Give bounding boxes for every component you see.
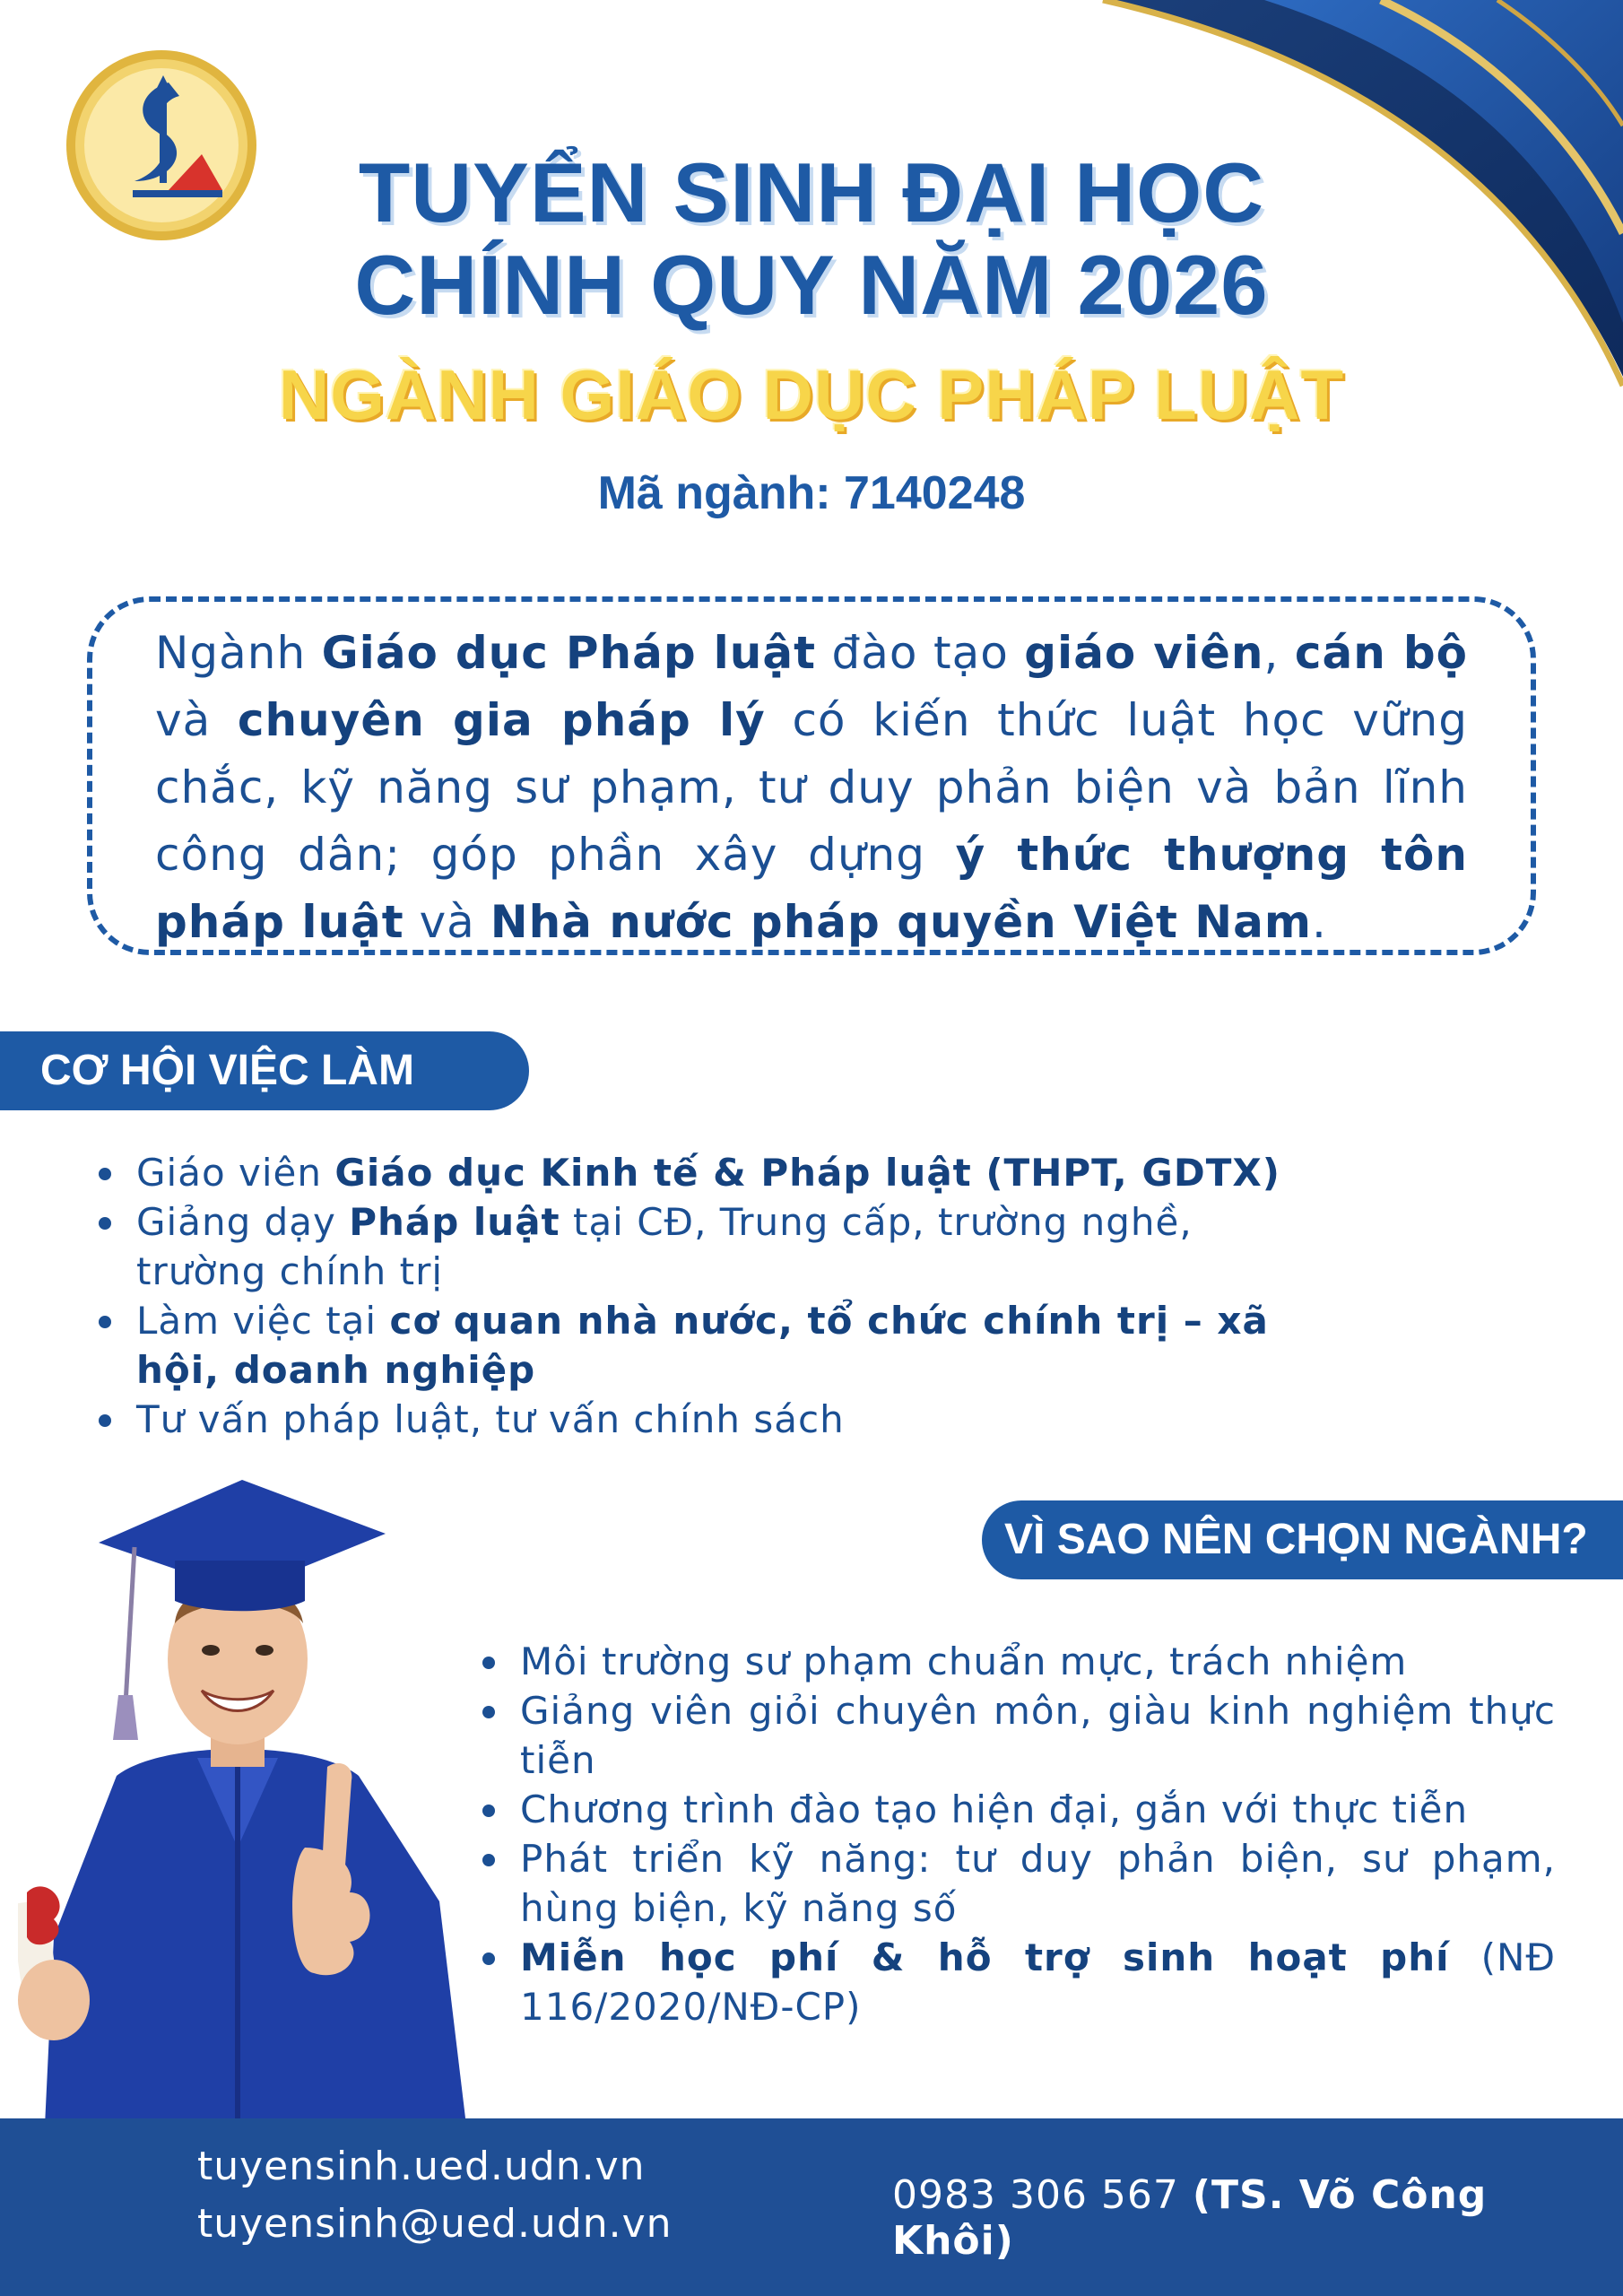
bold-text: Nhà nước pháp quyền Việt Nam bbox=[490, 896, 1312, 948]
phone-number: 0983 306 567 bbox=[892, 2172, 1179, 2218]
major-code: Mã ngành: 7140248 bbox=[597, 467, 1026, 519]
bold-text: chuyên gia pháp lý bbox=[237, 694, 766, 746]
bold-text: Giáo dục Pháp luật bbox=[321, 627, 817, 679]
text: đào tạo bbox=[816, 627, 1025, 679]
list-item bbox=[475, 1785, 1556, 1834]
intro-paragraph bbox=[155, 620, 1468, 956]
text: (NĐ 116/2020/NĐ-CP) bbox=[520, 1935, 1557, 2029]
text: Giáo viên bbox=[136, 1151, 335, 1195]
text: Môi trường sư phạm chuẩn mực, trách nhiệm bbox=[520, 1639, 1408, 1683]
contact-name: (TS. Võ Công Khôi) bbox=[892, 2172, 1488, 2264]
bold-text: cơ quan nhà nước, tổ chức chính trị – xã hội, doanh nghiệp bbox=[136, 1299, 1269, 1392]
jobs-heading: CƠ HỘI VIỆC LÀM bbox=[0, 1031, 529, 1110]
list-item bbox=[475, 1686, 1556, 1785]
title-line-1: TUYỂN SINH ĐẠI HỌC bbox=[358, 145, 1265, 239]
text: Giảng viên giỏi chuyên môn, giàu kinh nghiệm thực tiễn bbox=[520, 1689, 1556, 1782]
title-line-2: CHÍNH QUY NĂM 2026 bbox=[354, 238, 1269, 332]
list-item bbox=[475, 1834, 1556, 1933]
reasons-list bbox=[475, 1637, 1556, 2031]
contact-phone[interactable] bbox=[892, 2172, 1623, 2264]
text: Ngành bbox=[155, 627, 322, 679]
list-item bbox=[91, 1395, 1329, 1444]
footer-bar bbox=[0, 2118, 1623, 2296]
intro-box bbox=[87, 596, 1536, 955]
reasons-heading: VÌ SAO NÊN CHỌN NGÀNH? bbox=[982, 1500, 1623, 1579]
list-item bbox=[91, 1296, 1329, 1395]
email-link[interactable]: tuyensinh@ued.udn.vn bbox=[197, 2201, 673, 2247]
text: , bbox=[1263, 627, 1295, 679]
major-name: NGÀNH GIÁO DỤC PHÁP LUẬT bbox=[278, 355, 1345, 434]
text: Tư vấn pháp luật, tư vấn chính sách bbox=[136, 1397, 845, 1441]
text: và bbox=[155, 694, 238, 746]
bold-text: cán bộ bbox=[1294, 627, 1468, 679]
list-item bbox=[475, 1637, 1556, 1686]
bold-text: Miễn học phí & hỗ trợ sinh hoạt phí bbox=[520, 1935, 1450, 1979]
list-item bbox=[91, 1148, 1329, 1197]
text: . bbox=[1312, 896, 1327, 948]
text: Giảng dạy bbox=[136, 1200, 350, 1244]
text: tại CĐ, Trung cấp, trường nghề, trường chính trị bbox=[136, 1200, 1193, 1293]
text: Làm việc tại bbox=[136, 1299, 390, 1343]
text: có kiến thức luật học vững chắc, kỹ năng sư phạm, tư duy phản biện và bản lĩnh công dân; góp phần xây dựng bbox=[155, 694, 1468, 881]
website-link[interactable]: tuyensinh.ued.udn.vn bbox=[197, 2144, 646, 2189]
list-item bbox=[91, 1197, 1329, 1296]
text: Phát triển kỹ năng: tư duy phản biện, sư phạm, hùng biện, kỹ năng số bbox=[520, 1837, 1556, 1930]
text: Chương trình đào tạo hiện đại, gắn với thực tiễn bbox=[520, 1787, 1469, 1831]
list-item bbox=[475, 1933, 1556, 2031]
jobs-list bbox=[91, 1148, 1329, 1444]
bold-text: giáo viên bbox=[1024, 627, 1264, 679]
graduate-student-illustration bbox=[18, 1471, 484, 2126]
text: và bbox=[404, 896, 490, 948]
bold-text: Pháp luật bbox=[349, 1200, 560, 1244]
bold-text: Giáo dục Kinh tế & Pháp luật (THPT, GDTX) bbox=[334, 1151, 1280, 1195]
bold-text: ý thức thượng tôn pháp luật bbox=[155, 829, 1468, 948]
